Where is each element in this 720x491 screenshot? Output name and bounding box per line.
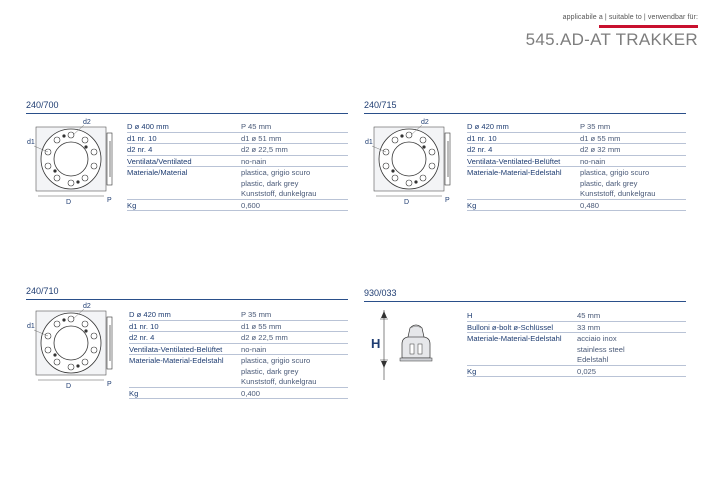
product-code: 240/710 bbox=[26, 286, 59, 296]
spec-value: plastica, grigio scuro bbox=[241, 168, 311, 177]
spec-value: 0,400 bbox=[241, 388, 261, 398]
spec-row bbox=[467, 178, 686, 189]
spec-value: d2 ø 32 mm bbox=[580, 145, 621, 154]
label-D: D bbox=[404, 199, 410, 206]
spec-label: d2 nr. 4 bbox=[467, 145, 493, 154]
spec-label: H bbox=[467, 311, 473, 320]
spec-row bbox=[467, 200, 686, 212]
label-d2: d2 bbox=[83, 119, 91, 126]
spec-row bbox=[129, 388, 348, 400]
spec-row bbox=[129, 309, 348, 321]
label-P: P bbox=[107, 197, 112, 204]
spec-row bbox=[127, 121, 348, 133]
label-d1: d1 bbox=[27, 139, 35, 146]
label-P: P bbox=[107, 381, 112, 388]
spec-row bbox=[467, 354, 686, 366]
spec-value: no-nain bbox=[241, 156, 267, 166]
product-section-930-033 bbox=[364, 288, 686, 388]
spec-row bbox=[129, 376, 348, 388]
spec-row bbox=[129, 355, 348, 366]
spec-label: Kg bbox=[129, 388, 139, 398]
spec-value: Kunststoff, dunkelgrau bbox=[580, 189, 656, 198]
section-rule bbox=[364, 301, 686, 302]
spec-row bbox=[467, 144, 686, 156]
section-rule bbox=[26, 113, 348, 114]
spec-row bbox=[467, 188, 686, 200]
spec-row bbox=[129, 332, 348, 344]
spec-label: Materiale-Material-Edelstahl bbox=[467, 334, 562, 343]
spec-value: no-nain bbox=[241, 344, 267, 354]
spec-value: no-nain bbox=[580, 156, 606, 166]
label-d1: d1 bbox=[27, 323, 35, 330]
spec-label: d2 nr. 4 bbox=[129, 333, 155, 342]
spec-label: d1 nr. 10 bbox=[467, 133, 497, 143]
label-D: D bbox=[66, 199, 72, 206]
spec-row bbox=[129, 321, 348, 333]
spec-value: 0,480 bbox=[580, 200, 600, 210]
spec-value: d1 ø 51 mm bbox=[241, 133, 282, 143]
wheel-cover-drawing bbox=[26, 116, 121, 211]
spec-label: Materiale-Material-Edelstahl bbox=[467, 168, 562, 177]
spec-value: acciaio inox bbox=[577, 334, 617, 343]
spec-row bbox=[467, 121, 686, 133]
spec-row bbox=[127, 188, 348, 200]
spec-table bbox=[127, 121, 348, 211]
spec-label: Materiale/Material bbox=[127, 168, 188, 177]
wheel-cover-drawing bbox=[26, 300, 121, 395]
spec-label: Bulloni ø-bolt ø-Schlüssel bbox=[467, 322, 554, 332]
spec-value: P 35 mm bbox=[241, 310, 272, 319]
spec-label: Kg bbox=[127, 200, 137, 210]
spec-value: Kunststoff, dunkelgrau bbox=[241, 377, 317, 386]
spec-label: d2 nr. 4 bbox=[127, 145, 153, 154]
spec-row bbox=[467, 322, 686, 334]
product-section-240-710 bbox=[26, 286, 348, 406]
spec-value: 45 mm bbox=[577, 311, 601, 320]
label-d1: d1 bbox=[365, 139, 373, 146]
spec-row bbox=[127, 167, 348, 178]
section-rule bbox=[364, 113, 686, 114]
spec-value: plastic, dark grey bbox=[580, 178, 638, 188]
wheel-cover-drawing bbox=[364, 116, 459, 211]
spec-row bbox=[467, 167, 686, 178]
spec-label: d1 nr. 10 bbox=[127, 133, 157, 143]
spec-row bbox=[467, 156, 686, 168]
spec-label: Kg bbox=[467, 200, 477, 210]
spec-row bbox=[127, 144, 348, 156]
spec-value: d1 ø 55 mm bbox=[580, 133, 621, 143]
spec-label: D ø 400 mm bbox=[127, 122, 169, 131]
spec-row bbox=[467, 133, 686, 145]
spec-table bbox=[467, 121, 686, 211]
product-section-240-715 bbox=[364, 100, 686, 220]
spec-table bbox=[467, 310, 686, 377]
spec-table bbox=[129, 309, 348, 399]
spec-value: Edelstahl bbox=[577, 355, 609, 364]
label-D: D bbox=[66, 383, 72, 390]
spec-row bbox=[467, 333, 686, 344]
spec-value: d1 ø 55 mm bbox=[241, 321, 282, 331]
spec-value: 33 mm bbox=[577, 322, 601, 332]
spec-row bbox=[129, 366, 348, 377]
spec-label: D ø 420 mm bbox=[129, 310, 171, 319]
spec-row bbox=[127, 178, 348, 189]
spec-label: d1 nr. 10 bbox=[129, 321, 159, 331]
spec-label: Materiale-Material-Edelstahl bbox=[129, 356, 224, 365]
spec-value: Kunststoff, dunkelgrau bbox=[241, 189, 317, 198]
spec-value: 0,600 bbox=[241, 200, 261, 210]
page-title: 545.AD-AT TRAKKER bbox=[525, 30, 698, 49]
spec-label: Ventilata-Ventilated-Belüftet bbox=[467, 156, 561, 166]
spec-value: P 35 mm bbox=[580, 122, 611, 131]
spec-row bbox=[467, 366, 686, 378]
label-H: H bbox=[371, 336, 381, 351]
spec-value: stainless steel bbox=[577, 344, 625, 354]
product-code: 240/715 bbox=[364, 100, 397, 110]
spec-value: d2 ø 22,5 mm bbox=[241, 145, 288, 154]
spec-row bbox=[127, 133, 348, 145]
header-applicable: applicabile a | suitable to | verwendbar für: bbox=[562, 14, 698, 21]
product-code: 930/033 bbox=[364, 288, 397, 298]
spec-row bbox=[467, 310, 686, 322]
spec-label: Ventilata-Ventilated-Belüftet bbox=[129, 344, 223, 354]
spec-value: P 45 mm bbox=[241, 122, 272, 131]
spec-value: plastica, grigio scuro bbox=[580, 168, 650, 177]
nut-cover-drawing bbox=[364, 304, 459, 382]
spec-value: 0,025 bbox=[577, 366, 597, 376]
product-code: 240/700 bbox=[26, 100, 59, 110]
spec-value: plastic, dark grey bbox=[241, 366, 299, 376]
spec-label: Ventilata/Ventilated bbox=[127, 156, 192, 166]
spec-row bbox=[127, 200, 348, 212]
spec-row bbox=[467, 344, 686, 355]
label-d2: d2 bbox=[421, 119, 429, 126]
label-P: P bbox=[445, 197, 450, 204]
spec-label: Kg bbox=[467, 366, 477, 376]
spec-value: plastica, grigio scuro bbox=[241, 356, 311, 365]
label-d2: d2 bbox=[83, 303, 91, 310]
spec-row bbox=[129, 344, 348, 356]
spec-label: D ø 420 mm bbox=[467, 122, 509, 131]
product-section-240-700 bbox=[26, 100, 348, 220]
spec-value: d2 ø 22,5 mm bbox=[241, 333, 288, 342]
spec-value: plastic, dark grey bbox=[241, 178, 299, 188]
header-accent-bar bbox=[599, 25, 698, 28]
spec-row bbox=[127, 156, 348, 168]
